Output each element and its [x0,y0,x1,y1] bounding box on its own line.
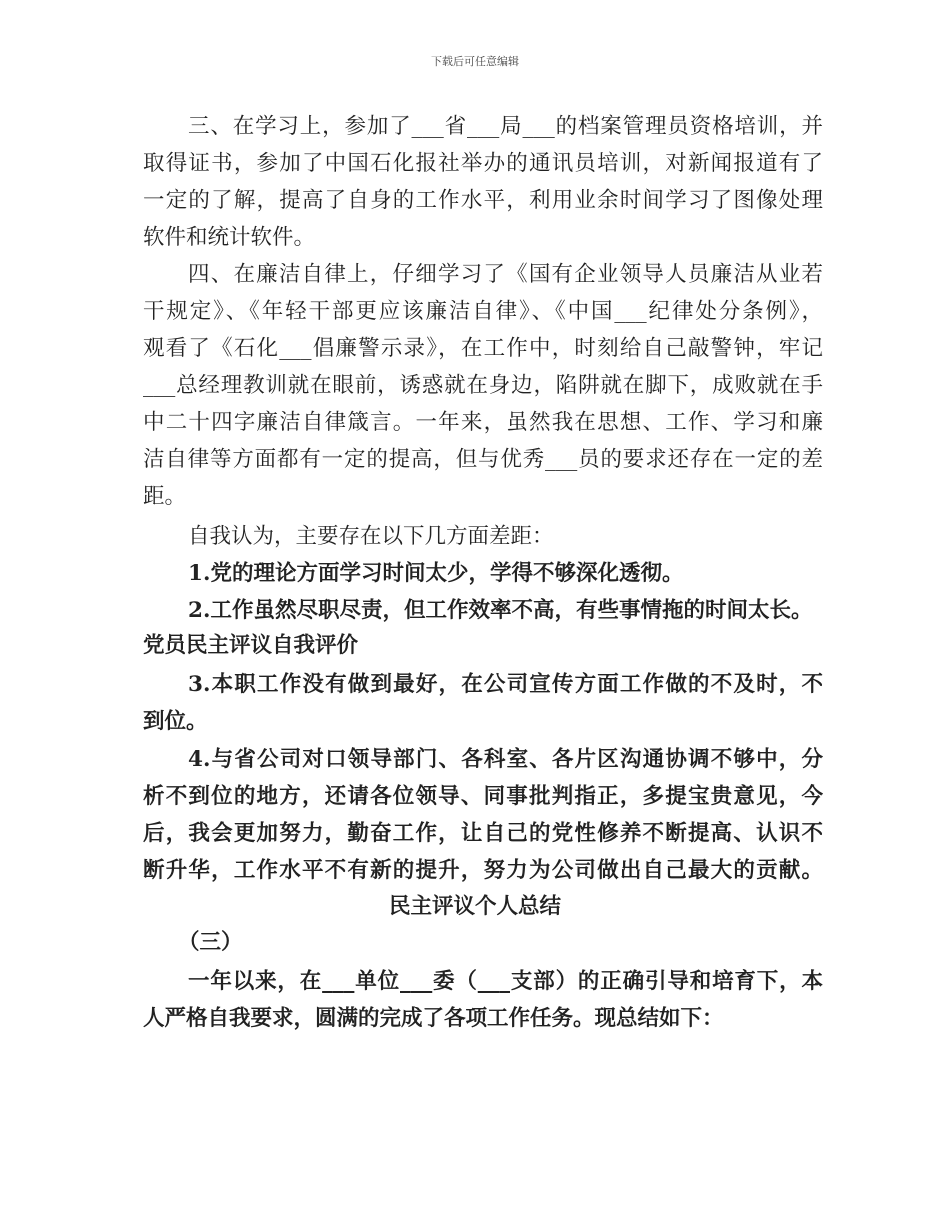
list-item: 2.工作虽然尽职尽责，但工作效率不高，有些事情拖的时间太长。 [188,598,813,623]
list-item: 4.与省公司对口领导部门、各科室、各片区沟通协调不够中，分 [188,747,823,772]
list-item: 1.党的理论方面学习时间太少，学得不够深化透彻。 [188,561,684,586]
paragraph-line: 后，我会更加努力，勤奋工作，让自己的党性修养不断提高、认识不 [143,821,823,846]
list-item: 3.本职工作没有做到最好，在公司宣传方面工作做的不及时，不 [188,672,823,697]
paragraph-line: 距。 [143,484,187,509]
paragraph-line: 洁自律等方面都有一定的提高，但与优秀___员的要求还存在一定的差 [143,447,823,472]
paragraph-line: 观看了《石化___倡廉警示录》，在工作中，时刻给自己敲警钟，牢记 [143,336,823,361]
paragraph-line: 析不到位的地方，还请各位领导、同事批判指正，多提宝贵意见，今 [143,784,823,809]
section-title: 民主评议个人总结 [388,894,561,919]
paragraph-line: 断升华，工作水平不有新的提升，努力为公司做出自己最大的贡献。 [143,858,823,883]
paragraph-line: 三、在学习上，参加了___省___局___的档案管理员资格培训，并 [188,114,823,139]
paragraph-line: 一定的了解，提高了自身的工作水平，利用业余时间学习了图像处理 [143,188,823,213]
paragraph-line: 人严格自我要求，圆满的完成了各项工作任务。现总结如下： [143,1006,724,1031]
paragraph-line: 干规定》、《年轻干部更应该廉洁自律》、《中国___纪律处分条例》， [143,299,823,324]
section-number: （三） [178,930,243,955]
paragraph-line: ___总经理教训就在眼前，诱惑就在身边，陷阱就在脚下，成败就在手 [143,373,823,398]
paragraph-line: 软件和统计软件。 [143,225,316,250]
paragraph-line: 取得证书，参加了中国石化报社举办的通讯员培训，对新闻报道有了 [143,151,823,176]
paragraph-line: 自我认为，主要存在以下几方面差距： [188,524,554,549]
section-heading: 党员民主评议自我评价 [143,633,359,658]
page-header: 下载后可任意编辑 [431,55,519,68]
paragraph-line: 一年以来，在___单位___委（___支部）的正确引导和培育下，本 [188,969,823,994]
paragraph-line: 中二十四字廉洁自律箴言。一年来，虽然我在思想、工作、学习和廉 [143,410,823,435]
paragraph-line: 到位。 [143,709,208,734]
paragraph-line: 四、在廉洁自律上，仔细学习了《国有企业领导人员廉洁从业若 [188,262,823,287]
